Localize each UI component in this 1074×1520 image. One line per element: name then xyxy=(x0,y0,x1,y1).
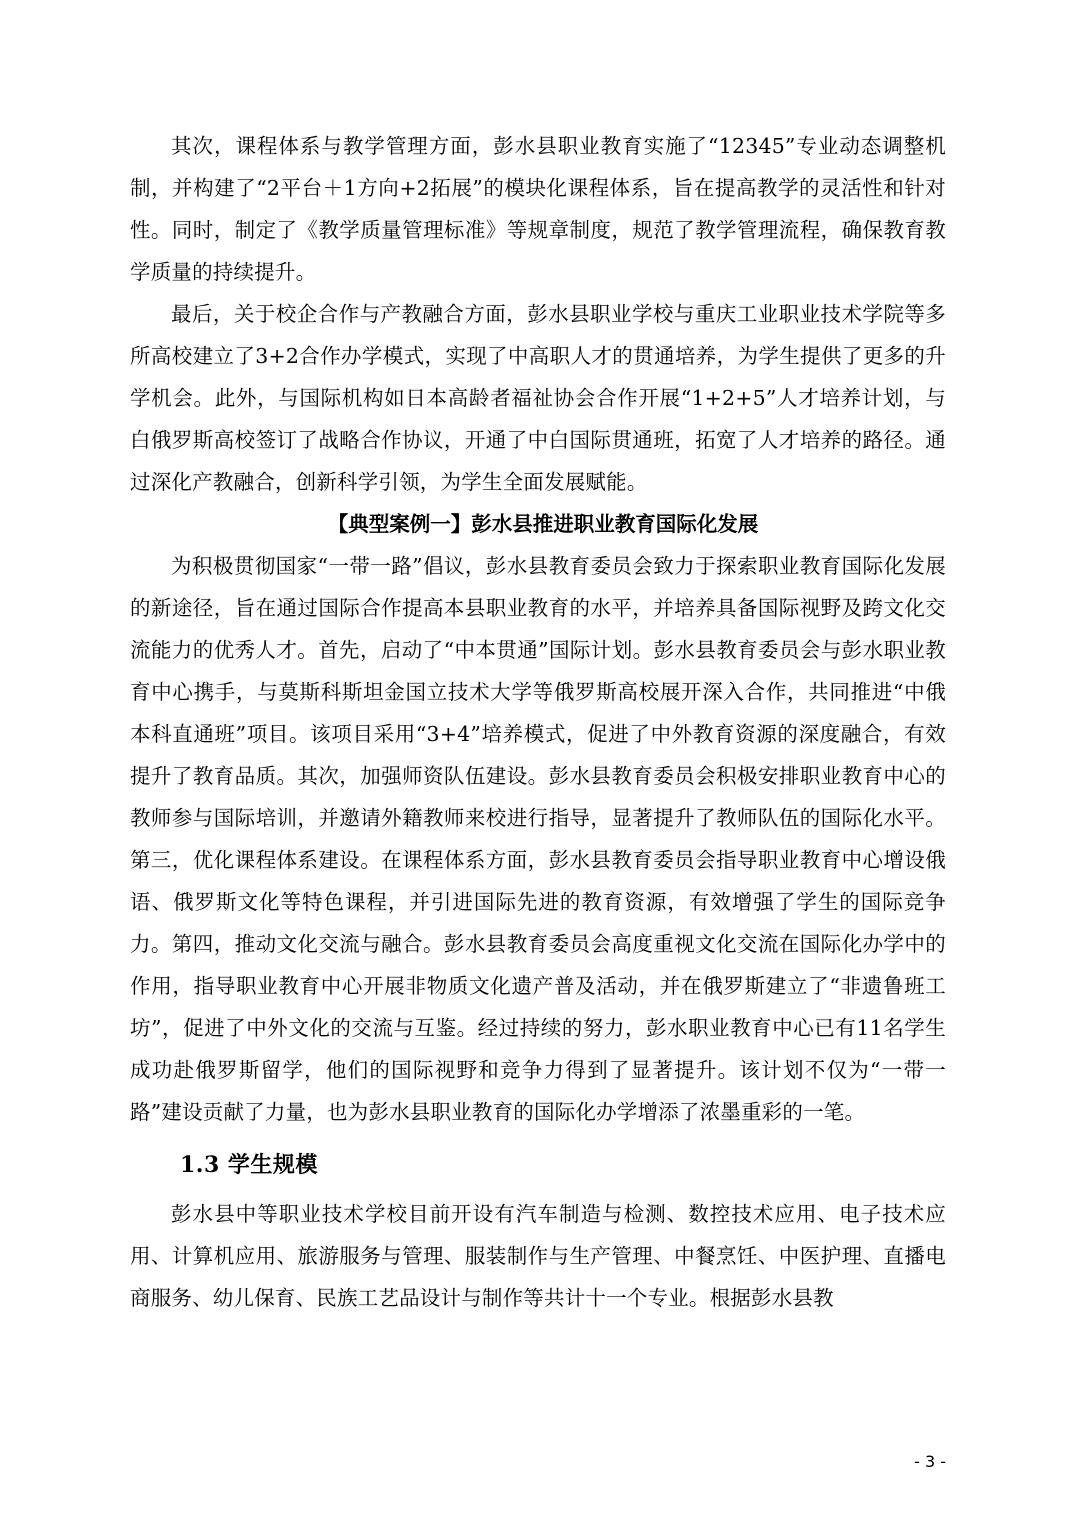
paragraph-school-enterprise: 最后，关于校企合作与产教融合方面，彭水县职业学校与重庆工业职业技术学院等多所高校建立了3+2合作办学模式，实现了中高职人才的贯通培养，为学生提供了更多的升学机会。此外，与国际机构如日本高龄者福祉协会合作开展“1+2+5”人才培养计划，与白俄罗斯高校签订了战略合作协议，开通了中白国际贯通班，拓宽了人才培养的路径。通过深化产教融合，创新科学引领，为学生全面发展赋能。 xyxy=(130,302,946,494)
section-heading: 1.3 学生规模 xyxy=(180,1152,318,1178)
paragraph-case: 为积极贯彻国家“一带一路”倡议，彭水县教育委员会致力于探索职业教育国际化发展的新途径，旨在通过国际合作提高本县职业教育的水平，并培养具备国际视野及跨文化交流能力的优秀人才。首先，启动了“中本贯通”国际计划。彭水县教育委员会与彭水职业教育中心携手，与莫斯科斯坦金国立技术大学等俄罗斯高校展开深入合作，共同推进“中俄本科直通班”项目。该项目采用“3+4”培养模式，促进了中外教育资源的深度融合，有效提升了教育品质。其次，加强师资队伍建设。彭水县教育委员会积极安排职业教育中心的教师参与国际培训，并邀请外籍教师来校进行指导，显著提升了教师队伍的国际化水平。第三，优化课程体系建设。在课程体系方面，彭水县教育委员会指导职业教育中心增设俄语、俄罗斯文化等特色课程，并引进国际先进的教育资源，有效增强了学生的国际竞争力。第四，推动文化交流与融合。彭水县教育委员会高度重视文化交流在国际化办学中的作用，指导职业教育中心开展非物质文化遗产普及活动，并在俄罗斯建立了“非遗鲁班工坊”，促进了中外文化的交流与互鉴。经过持续的努力，彭水职业教育中心已有11名学生成功赴俄罗斯留学，他们的国际视野和竞争力得到了显著提升。该计划不仅为“一带一路”建设贡献了力量，也为彭水县职业教育的国际化办学增添了浓墨重彩的一笔。 xyxy=(130,554,946,1124)
page-number: - 3 - xyxy=(914,1452,946,1471)
paragraph-student-scale: 彭水县中等职业技术学校目前开设有汽车制造与检测、数控技术应用、电子技术应用、计算机应用、旅游服务与管理、服装制作与生产管理、中餐烹饪、中医护理、直播电商服务、幼儿保育、民族工艺品设计与制作等共计十一个专业。根据彭水县教 xyxy=(130,1202,946,1310)
case-title: 【典型案例一】彭水县推进职业教育国际化发展 xyxy=(327,512,759,536)
paragraph-curriculum: 其次，课程体系与教学管理方面，彭水县职业教育实施了“12345”专业动态调整机制，并构建了“2平台＋1方向+2拓展”的模块化课程体系，旨在提高教学的灵活性和针对性。同时，制定了《教学质量管理标准》等规章制度，规范了教学管理流程，确保教育教学质量的持续提升。 xyxy=(130,134,946,284)
